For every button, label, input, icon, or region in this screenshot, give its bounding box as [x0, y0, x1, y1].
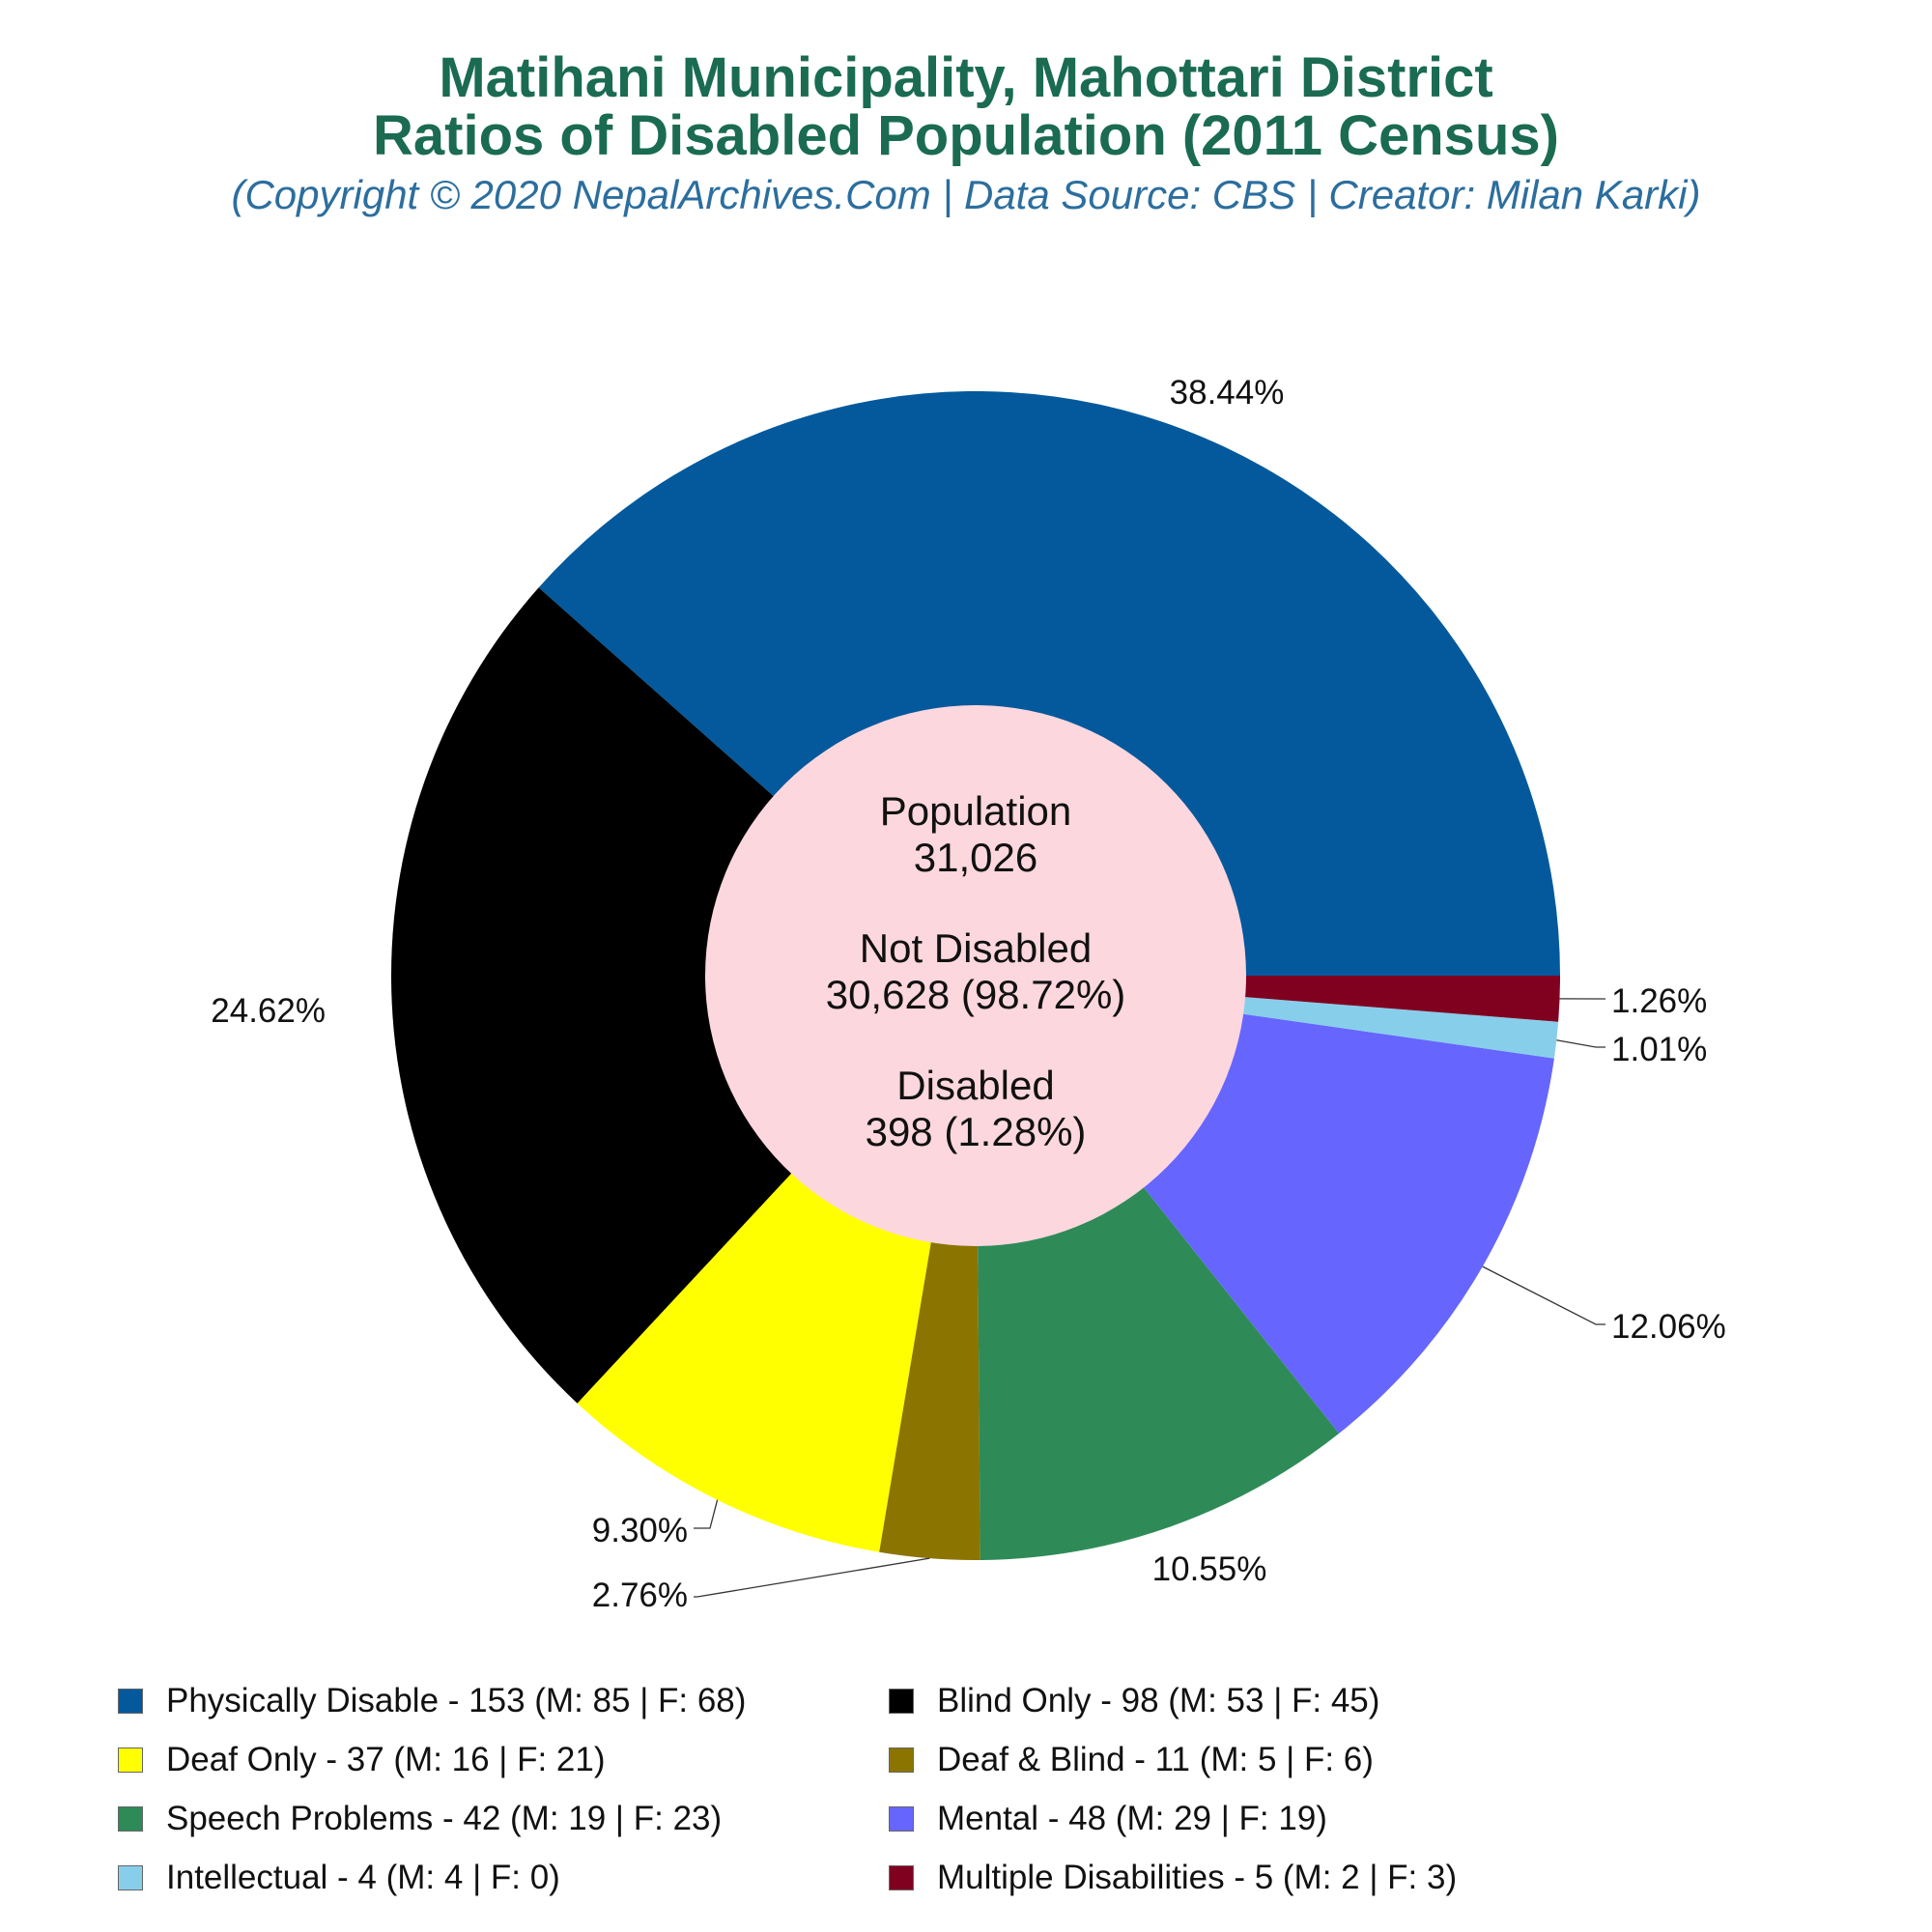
- legend-label: Mental - 48 (M: 29 | F: 19): [937, 1800, 1327, 1837]
- legend-label: Physically Disable - 153 (M: 85 | F: 68): [166, 1682, 747, 1719]
- legend-swatch: [118, 1689, 143, 1714]
- legend-item: [889, 1794, 1327, 1844]
- leader-line: [1556, 1040, 1605, 1047]
- chart-subtitle: (Copyright © 2020 NepalArchives.Com | Data Source: CBS | Creator: Milan Karki): [231, 172, 1701, 217]
- center-population-value: 31,026: [913, 835, 1038, 880]
- legend-label: Intellectual - 4 (M: 4 | F: 0): [166, 1859, 560, 1896]
- legend-item: [889, 1676, 1379, 1726]
- center-not-disabled-label: Not Disabled: [859, 925, 1093, 971]
- legend-item: [118, 1794, 722, 1844]
- legend-item: [118, 1853, 560, 1903]
- legend-item: [118, 1676, 746, 1726]
- legend-swatch: [118, 1747, 143, 1773]
- chart-title-line-2: Ratios of Disabled Population (2011 Census): [373, 104, 1559, 167]
- legend-label: Multiple Disabilities - 5 (M: 2 | F: 3): [937, 1859, 1458, 1896]
- leader-line: [1483, 1266, 1605, 1324]
- legend-label: Blind Only - 98 (M: 53 | F: 45): [937, 1682, 1380, 1719]
- legend-swatch: [889, 1747, 914, 1773]
- legend-swatch: [118, 1865, 143, 1890]
- legend-label: Deaf Only - 37 (M: 16 | F: 21): [166, 1741, 606, 1778]
- legend-item: [889, 1853, 1457, 1903]
- percent-label: 1.01%: [1611, 1031, 1708, 1068]
- percent-label: 9.30%: [591, 1512, 688, 1549]
- legend-swatch: [118, 1806, 143, 1832]
- leader-line: [694, 1500, 718, 1528]
- percent-label: 1.26%: [1611, 982, 1708, 1020]
- center-disabled-value: 398 (1.28%): [865, 1109, 1087, 1154]
- legend-item: [118, 1735, 606, 1785]
- center-population-label: Population: [879, 788, 1072, 834]
- chart-title-line-1: Matihani Municipality, Mahottari District: [439, 46, 1493, 109]
- legend-swatch: [889, 1689, 914, 1714]
- legend-swatch: [889, 1806, 914, 1832]
- percent-label: 10.55%: [1151, 1550, 1267, 1588]
- leader-line: [694, 1558, 929, 1597]
- legend-label: Deaf & Blind - 11 (M: 5 | F: 6): [937, 1741, 1374, 1778]
- legend-swatch: [889, 1865, 914, 1890]
- percent-label: 24.62%: [211, 992, 326, 1030]
- legend-item: [889, 1735, 1374, 1785]
- percent-label: 2.76%: [591, 1577, 688, 1614]
- percent-label: 38.44%: [1169, 374, 1285, 412]
- center-not-disabled-value: 30,628 (98.72%): [825, 972, 1126, 1017]
- legend-label: Speech Problems - 42 (M: 19 | F: 23): [166, 1800, 723, 1837]
- center-disabled-label: Disabled: [896, 1063, 1055, 1108]
- percent-label: 12.06%: [1611, 1308, 1726, 1346]
